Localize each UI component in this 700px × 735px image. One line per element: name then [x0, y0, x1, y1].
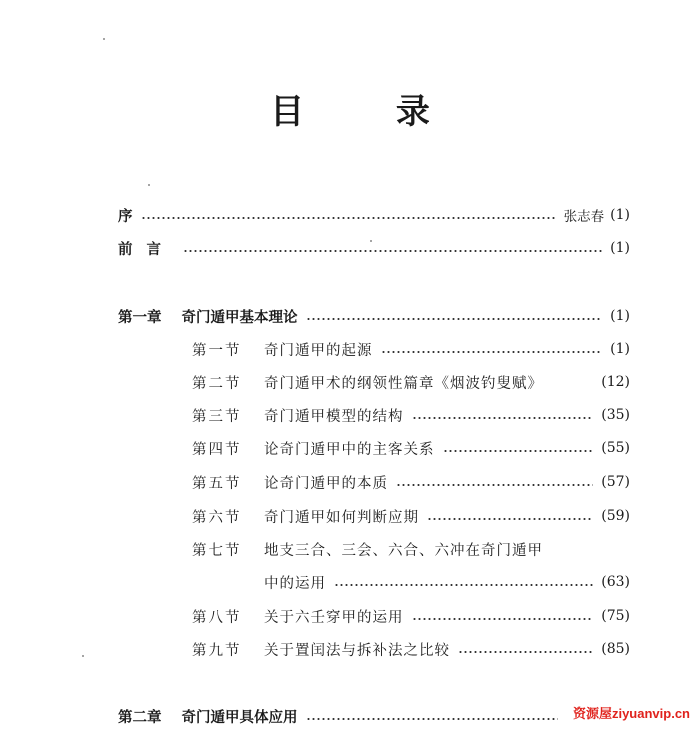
section-title-continued: 中的运用: [264, 575, 326, 592]
scan-speck: [103, 38, 105, 40]
toc-section-3[interactable]: [192, 403, 630, 427]
toc-section-7-continued[interactable]: [264, 570, 630, 594]
dot-leader: [183, 250, 602, 252]
section-number: 第二节: [192, 375, 242, 392]
section-title: 奇门遁甲术的纲领性篇章《烟波钓叟赋》: [264, 375, 543, 392]
toc-section-2[interactable]: [192, 370, 630, 394]
toc-section-7[interactable]: [192, 537, 630, 561]
dot-leader: [306, 318, 603, 320]
toc-entry-author: 张志春: [563, 209, 605, 225]
toc-entry-page: (1): [610, 207, 630, 223]
toc-entry-page: (1): [610, 308, 630, 324]
chapter-title: 奇门遁甲具体应用: [181, 708, 298, 726]
toc-entry-preface[interactable]: [118, 203, 630, 227]
toc-section-8[interactable]: [192, 604, 630, 628]
toc-chapter-1[interactable]: [118, 304, 630, 328]
dot-leader: [443, 450, 594, 452]
scan-speck: [82, 655, 84, 657]
toc-entry-page: (57): [601, 474, 630, 490]
watermark-text: 资源屋ziyuanvip.cn: [571, 703, 692, 722]
toc-entry-page: (59): [601, 508, 630, 524]
section-title: 关于置闰法与拆补法之比较: [264, 642, 450, 659]
chapter-number: 第一章: [118, 308, 162, 326]
dot-leader: [381, 351, 603, 353]
dot-leader: [334, 584, 593, 586]
toc-section-4[interactable]: [192, 436, 630, 460]
toc-section-6[interactable]: [192, 504, 630, 528]
section-number: 第一节: [192, 342, 242, 359]
section-number: 第七节: [192, 542, 242, 559]
toc-entry-page: (35): [601, 407, 630, 423]
section-title: 奇门遁甲模型的结构: [264, 408, 404, 425]
section-number: 第八节: [192, 609, 242, 626]
section-title: 奇门遁甲如何判断应期: [264, 509, 419, 526]
section-number: 第五节: [192, 475, 242, 492]
dot-leader: [458, 651, 593, 653]
section-title: 地支三合、三会、六合、六冲在奇门遁甲: [264, 542, 543, 559]
toc-entry-page: (12): [601, 374, 630, 390]
section-title: 论奇门遁甲的本质: [264, 475, 388, 492]
scan-speck: [370, 240, 372, 242]
section-title: 论奇门遁甲中的主客关系: [264, 441, 435, 458]
toc-chapter-2[interactable]: [118, 704, 566, 728]
chapter-number: 第二章: [118, 708, 162, 726]
toc-entry-page: (85): [601, 641, 630, 657]
toc-entry-page: (75): [601, 608, 630, 624]
dot-leader: [412, 618, 594, 620]
scan-speck: [148, 184, 150, 186]
dot-leader: [141, 217, 556, 219]
toc-section-5[interactable]: [192, 470, 630, 494]
page-title: 目 录: [270, 92, 470, 132]
chapter-title: 奇门遁甲基本理论: [181, 308, 298, 326]
toc-entry-page: (1): [610, 341, 630, 357]
toc-entry-page: (55): [601, 440, 630, 456]
toc-section-9[interactable]: [192, 637, 630, 661]
section-title: 关于六壬穿甲的运用: [264, 609, 404, 626]
toc-entry-page: (63): [601, 574, 630, 590]
toc-entry-label: 前言: [118, 240, 175, 258]
dot-leader: [427, 518, 593, 520]
dot-leader: [306, 718, 559, 720]
dot-leader: [412, 417, 594, 419]
section-number: 第三节: [192, 408, 242, 425]
section-number: 第九节: [192, 642, 242, 659]
toc-section-1[interactable]: [192, 337, 630, 361]
toc-entry-foreword[interactable]: [118, 236, 630, 260]
section-number: 第四节: [192, 441, 242, 458]
section-number: 第六节: [192, 509, 242, 526]
toc-entry-label: 序: [118, 207, 133, 225]
section-title: 奇门遁甲的起源: [264, 342, 373, 359]
dot-leader: [396, 484, 593, 486]
toc-entry-page: (1): [610, 240, 630, 256]
